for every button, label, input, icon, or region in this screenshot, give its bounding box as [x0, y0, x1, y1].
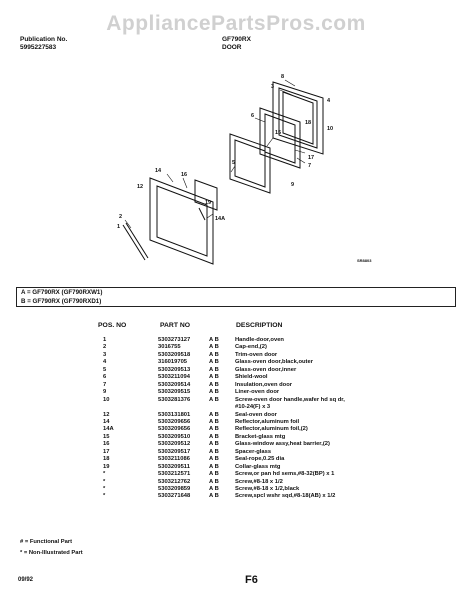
- models-cell: A B: [209, 478, 219, 485]
- callout-label: 2: [119, 214, 123, 220]
- description-cell: Seal-rope,0.25 dia: [235, 456, 285, 463]
- part-number-cell: 5303209510: [158, 433, 191, 440]
- description-cell: Shield-wool: [235, 374, 268, 381]
- models-cell: A B: [209, 463, 219, 470]
- models-cell: A B: [209, 366, 219, 373]
- callout-label: 7: [308, 163, 312, 169]
- callout-label: 3: [271, 84, 275, 90]
- models-cell: A B: [209, 389, 219, 396]
- description-cell: Insulation,oven door: [235, 381, 293, 388]
- pos-cell: *: [103, 493, 106, 500]
- part-number-cell: 5303209514: [158, 381, 191, 388]
- pos-cell: 16: [103, 441, 110, 448]
- callout-label: 14: [155, 168, 162, 174]
- models-cell: A B: [209, 374, 219, 381]
- pos-cell: 14: [103, 418, 110, 425]
- pos-cell: 14A: [103, 426, 114, 433]
- models-cell: A B: [209, 441, 219, 448]
- models-cell: A B: [209, 493, 219, 500]
- legend-entry-a: A = GF790RX (GF790RXW1): [21, 289, 103, 296]
- exploded-door-diagram: [95, 68, 385, 278]
- bracket-line: [199, 208, 205, 220]
- section-title: DOOR: [222, 44, 242, 51]
- description-cell: Reflector,aluminum foil: [235, 418, 300, 425]
- models-cell: A B: [209, 448, 219, 455]
- description-cell: #10-24(F) x 3: [235, 404, 271, 411]
- callout-label: 17: [308, 155, 315, 161]
- pos-cell: *: [103, 471, 106, 478]
- pos-cell: 9: [103, 389, 107, 396]
- pos-cell: 15: [103, 433, 110, 440]
- callout-label: 10: [327, 126, 334, 132]
- part-number-cell: 5303209511: [158, 463, 190, 470]
- callout-label: 15: [275, 130, 282, 136]
- pos-cell: 10: [103, 396, 110, 403]
- models-cell: A B: [209, 426, 219, 433]
- legend-entry-b: B = GF790RX (GF790RXD1): [21, 297, 102, 305]
- footnote-functional: # = Functional Part: [20, 539, 73, 545]
- part-number-cell: 5303273127: [158, 337, 191, 343]
- door-frame-rear: [273, 82, 323, 154]
- model-number: GF790RX: [222, 36, 251, 43]
- callout-label: 8: [281, 74, 285, 80]
- models-cell: A B: [209, 396, 219, 403]
- part-number-cell: 5303209656: [158, 418, 191, 425]
- pos-cell: 3: [103, 351, 107, 358]
- pos-cell: 18: [103, 456, 110, 463]
- part-number-cell: 5303212762: [158, 478, 191, 485]
- pos-cell: 5: [103, 366, 107, 373]
- model-block: [222, 36, 251, 52]
- part-number-cell: 5303131801: [158, 411, 191, 418]
- footnotes: [20, 537, 83, 559]
- col-header-pos: POS. NO: [98, 322, 127, 329]
- callout-label: 18: [305, 120, 312, 126]
- part-number-cell: 5303212571: [158, 471, 191, 478]
- footnote-non-illustrated: * = Non-Illustrated Part: [20, 550, 83, 556]
- models-cell: A B: [209, 456, 219, 463]
- pos-cell: *: [103, 478, 106, 485]
- callout-label: 9: [291, 182, 295, 188]
- callout-label: 4: [327, 98, 331, 104]
- pos-cell: *: [103, 486, 106, 492]
- part-number-cell: 316019705: [158, 359, 188, 366]
- models-cell: A B: [209, 344, 219, 351]
- callout-label: 16: [181, 172, 188, 178]
- watermark: AppliancePartsPros.com: [106, 12, 366, 35]
- description-cell: Screw,#8-18 x 1/2: [235, 478, 283, 485]
- model-legend: [16, 287, 456, 307]
- glass-window: [230, 134, 270, 193]
- pos-cell: 2: [103, 344, 107, 351]
- models-cell: A B: [209, 471, 219, 478]
- description-cell: Handle-door,oven: [235, 337, 284, 343]
- part-number-cell: 5303209518: [158, 351, 191, 358]
- pos-cell: 4: [103, 359, 107, 366]
- diagram-code: SR8803: [357, 258, 372, 263]
- description-cell: Screw,#8-18 x 1/2,black: [235, 486, 300, 492]
- part-number-cell: 5303281376: [158, 396, 191, 403]
- part-number-cell: 5303211094: [158, 374, 190, 381]
- pos-cell: 6: [103, 374, 107, 381]
- description-cell: Glass-oven door,black,outer: [235, 359, 313, 366]
- glass-trim: [260, 108, 300, 168]
- callout-label: 1: [117, 224, 121, 230]
- col-header-part: PART NO: [160, 322, 191, 329]
- description-cell: Glass-window assy,heat barrier,(2): [235, 441, 330, 448]
- models-cell: A B: [209, 337, 219, 343]
- description-cell: Reflector,aluminum foil,(2): [235, 426, 308, 433]
- door-handle: [123, 223, 148, 260]
- description-cell: Spacer-glass: [235, 448, 272, 455]
- part-number-cell: 5303209517: [158, 448, 191, 455]
- description-cell: Bracket-glass mtg: [235, 433, 286, 440]
- part-number-cell: 5303271648: [158, 493, 191, 500]
- pos-cell: 7: [103, 381, 107, 388]
- part-number-cell: 3016755: [158, 344, 181, 351]
- callout-label: 12: [137, 184, 144, 190]
- publication-number: 5995227583: [20, 44, 57, 51]
- door-liner: [150, 178, 213, 264]
- description-cell: Liner-oven door: [235, 389, 280, 396]
- col-header-desc: DESCRIPTION: [236, 322, 283, 329]
- part-number-cell: 5303209512: [158, 441, 191, 448]
- part-number-cell: 5303209859: [158, 486, 191, 492]
- models-cell: A B: [209, 433, 219, 440]
- models-cell: A B: [209, 381, 219, 388]
- description-cell: Screw,or pan hd sems,#8-32(BP) x 1: [235, 471, 335, 478]
- callout-label: 14A: [215, 216, 226, 222]
- models-cell: A B: [209, 418, 219, 425]
- pos-cell: 12: [103, 411, 110, 418]
- description-cell: Screw-oven door handle,wafer hd sq dr,: [235, 396, 345, 403]
- models-cell: A B: [209, 486, 219, 492]
- part-number-cell: 5303209515: [158, 389, 191, 396]
- pos-cell: 17: [103, 448, 110, 455]
- pos-cell: 1: [103, 337, 107, 343]
- part-number-cell: 5303209513: [158, 366, 191, 373]
- pos-cell: 19: [103, 463, 110, 470]
- page-number: F6: [245, 574, 258, 586]
- publication-block: [20, 36, 67, 52]
- table-row: [0, 493, 472, 502]
- description-cell: Glass-oven door,inner: [235, 366, 297, 373]
- models-cell: A B: [209, 359, 219, 366]
- description-cell: Seal-oven door: [235, 411, 277, 418]
- description-cell: Collar-glass mtg: [235, 463, 281, 470]
- print-date: 09/92: [18, 577, 34, 583]
- description-cell: Trim-oven door: [235, 351, 278, 358]
- callout-label: 6: [251, 113, 255, 119]
- callout-label: 19: [205, 200, 212, 206]
- part-number-cell: 5303211086: [158, 456, 190, 463]
- part-number-cell: 5303209656: [158, 426, 191, 433]
- publication-label: Publication No.: [20, 36, 68, 43]
- callout-label: 5: [232, 160, 236, 166]
- models-cell: A B: [209, 411, 219, 418]
- models-cell: A B: [209, 351, 219, 358]
- description-cell: Screw,spcl wshr sqd,#8-18(AB) x 1/2: [235, 493, 336, 500]
- description-cell: Cap-end,(2): [235, 344, 267, 351]
